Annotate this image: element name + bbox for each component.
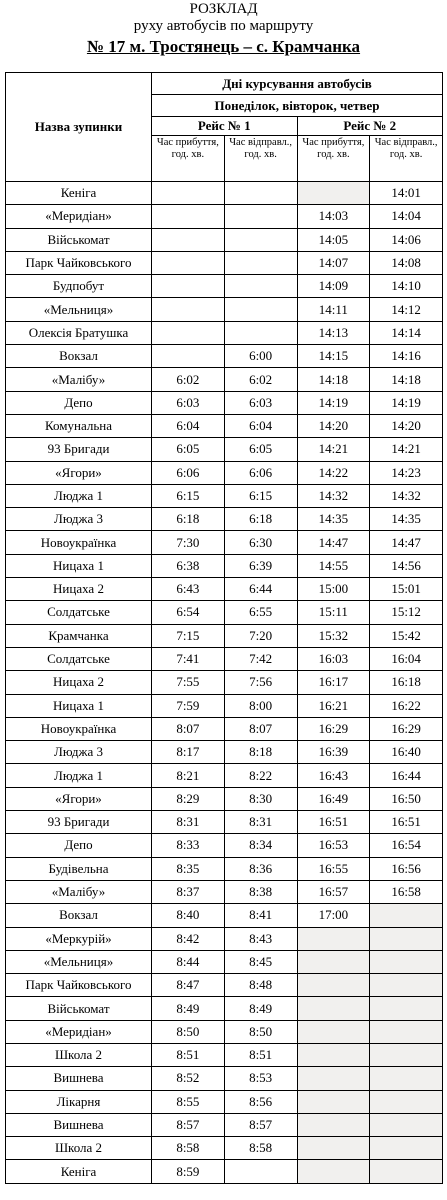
trip1-arrival-cell: 7:15 (152, 624, 225, 647)
stop-name-cell: Лікарня (6, 1090, 152, 1113)
trip1-arrival-cell (152, 275, 225, 298)
table-row (6, 1067, 443, 1090)
trip2-departure-cell: 14:01 (370, 182, 443, 205)
trip2-departure-cell (370, 997, 443, 1020)
stop-name-cell: Будпобут (6, 275, 152, 298)
trip1-departure-cell: 6:18 (224, 508, 297, 531)
doc-subtitle: руху автобусів по маршруту (133, 18, 314, 34)
table-row (6, 671, 443, 694)
trip1-departure-cell (224, 1160, 297, 1183)
trip2-arrival-cell: 16:57 (297, 880, 370, 903)
trip2-arrival-cell: 14:18 (297, 368, 370, 391)
trip2-arrival-cell (297, 1020, 370, 1043)
stop-name-cell: Вишнева (6, 1113, 152, 1136)
trip2-departure-cell (370, 950, 443, 973)
trip2-arrival-cell: 16:49 (297, 787, 370, 810)
table-row (6, 1160, 443, 1183)
table-row (6, 904, 443, 927)
trip2-departure-cell: 16:40 (370, 741, 443, 764)
table-row (6, 205, 443, 228)
trip2-arrival-cell: 16:17 (297, 671, 370, 694)
trip1-arrival-cell (152, 345, 225, 368)
trip2-arrival-cell (297, 974, 370, 997)
stop-name-cell: Ницаха 2 (6, 671, 152, 694)
trip1-departure-cell: 8:07 (224, 717, 297, 740)
trip1-arrival-cell: 8:49 (152, 997, 225, 1020)
trip2-departure-cell: 16:56 (370, 857, 443, 880)
trip2-arrival-cell: 14:21 (297, 438, 370, 461)
stop-name-cell: Депо (6, 391, 152, 414)
trip1-departure-cell: 6:06 (224, 461, 297, 484)
trip2-arrival-cell: 15:00 (297, 578, 370, 601)
trip1-arrival-cell: 7:30 (152, 531, 225, 554)
trip2-arrival-cell (297, 927, 370, 950)
trip1-departure-cell: 6:00 (224, 345, 297, 368)
trip2-arrival-cell: 16:29 (297, 717, 370, 740)
stop-name-cell: Люджа 3 (6, 508, 152, 531)
trip1-departure-cell: 7:56 (224, 671, 297, 694)
trip1-departure-cell: 8:49 (224, 997, 297, 1020)
trip1-departure-cell (224, 321, 297, 344)
trip2-arrival-cell: 14:03 (297, 205, 370, 228)
trip2-departure-cell: 14:10 (370, 275, 443, 298)
trip1-arrival-cell: 6:54 (152, 601, 225, 624)
table-row (6, 601, 443, 624)
trip1-arrival-cell: 6:18 (152, 508, 225, 531)
stop-column-header: Назва зупинки (6, 73, 152, 182)
stop-name-cell: Олексія Братушка (6, 321, 152, 344)
document-header (0, 0, 447, 58)
trip2-departure-cell: 14:08 (370, 251, 443, 274)
stop-name-cell: Новоукраїнка (6, 717, 152, 740)
table-row (6, 624, 443, 647)
stop-name-cell: Солдатське (6, 601, 152, 624)
table-row (6, 298, 443, 321)
trip1-arrival-cell: 7:59 (152, 694, 225, 717)
trip1-arrival-cell: 8:44 (152, 950, 225, 973)
trip1-arrival-cell: 8:42 (152, 927, 225, 950)
trip1-arrival-cell: 6:03 (152, 391, 225, 414)
trip2-arrival-cell: 16:39 (297, 741, 370, 764)
stop-name-cell: «Ягори» (6, 461, 152, 484)
trip2-arrival-cell: 14:35 (297, 508, 370, 531)
trip1-departure-cell: 8:38 (224, 880, 297, 903)
stop-name-cell: «Меркурій» (6, 927, 152, 950)
trip1-arrival-cell: 6:04 (152, 414, 225, 437)
trip1-departure-cell (224, 182, 297, 205)
trip2-departure-cell: 16:04 (370, 647, 443, 670)
trip2-departure-cell (370, 1067, 443, 1090)
trip2-departure-cell: 16:18 (370, 671, 443, 694)
trip2-arrival-cell (297, 1160, 370, 1183)
trip1-departure-cell: 6:39 (224, 554, 297, 577)
trip1-arrival-cell: 6:38 (152, 554, 225, 577)
trip2-departure-cell: 14:21 (370, 438, 443, 461)
trip1-arrival-cell (152, 251, 225, 274)
stop-name-cell: Парк Чайковського (6, 251, 152, 274)
stop-name-cell: Військомат (6, 228, 152, 251)
trip2-departure-cell: 14:14 (370, 321, 443, 344)
trip2-arrival-cell (297, 950, 370, 973)
trip1-arrival-cell: 8:57 (152, 1113, 225, 1136)
stop-name-cell: 93 Бригади (6, 811, 152, 834)
trip1-arrival-cell (152, 298, 225, 321)
trip1-arrival-cell: 8:07 (152, 717, 225, 740)
trip2-departure-cell (370, 1090, 443, 1113)
table-row (6, 228, 443, 251)
table-row (6, 647, 443, 670)
stop-name-cell: Люджа 1 (6, 484, 152, 507)
stop-name-cell: Кеніга (6, 1160, 152, 1183)
trip2-departure-cell (370, 1137, 443, 1160)
table-row (6, 997, 443, 1020)
table-row (6, 717, 443, 740)
trip2-arrival-cell: 14:32 (297, 484, 370, 507)
trip1-arrival-cell: 8:55 (152, 1090, 225, 1113)
trip1-arrival-cell: 8:47 (152, 974, 225, 997)
stop-name-cell: «Мельниця» (6, 298, 152, 321)
stop-name-cell: Парк Чайковського (6, 974, 152, 997)
stop-name-cell: Люджа 1 (6, 764, 152, 787)
trip1-departure-cell: 6:44 (224, 578, 297, 601)
stop-name-cell: Крамчанка (6, 624, 152, 647)
stop-name-cell: Люджа 3 (6, 741, 152, 764)
trip2-arrival-cell: 14:55 (297, 554, 370, 577)
trip2-departure-cell: 16:54 (370, 834, 443, 857)
trip1-arrival-cell: 6:43 (152, 578, 225, 601)
table-row (6, 508, 443, 531)
trip1-departure-cell: 8:41 (224, 904, 297, 927)
trip1-departure-cell: 8:50 (224, 1020, 297, 1043)
table-row (6, 578, 443, 601)
trip2-header: Рейс № 2 (297, 117, 443, 136)
trip2-arrival-cell: 16:43 (297, 764, 370, 787)
stop-name-cell: «Малібу» (6, 368, 152, 391)
trip2-arrival-cell: 14:15 (297, 345, 370, 368)
trip2-departure-cell: 14:56 (370, 554, 443, 577)
stop-name-cell: Новоукраїнка (6, 531, 152, 554)
trip2-departure-cell: 15:42 (370, 624, 443, 647)
trip2-arrival-header: Час прибуття, год. хв. (297, 136, 370, 182)
stop-name-cell: 93 Бригади (6, 438, 152, 461)
trip1-arrival-cell: 8:40 (152, 904, 225, 927)
trip2-arrival-cell: 16:03 (297, 647, 370, 670)
trip1-departure-cell: 8:31 (224, 811, 297, 834)
table-row (6, 811, 443, 834)
trip1-departure-cell: 8:34 (224, 834, 297, 857)
trip2-departure-cell: 14:12 (370, 298, 443, 321)
trip1-arrival-cell (152, 228, 225, 251)
trip2-departure-cell: 14:06 (370, 228, 443, 251)
stop-name-cell: Ницаха 2 (6, 578, 152, 601)
doc-title: РОЗКЛАД (189, 1, 258, 17)
trip2-departure-cell: 14:20 (370, 414, 443, 437)
table-row (6, 484, 443, 507)
stop-name-cell: Вокзал (6, 904, 152, 927)
trip1-arrival-cell: 8:50 (152, 1020, 225, 1043)
stop-name-cell: «Ягори» (6, 787, 152, 810)
stop-name-cell: «Меридіан» (6, 1020, 152, 1043)
trip1-arrival-cell: 6:05 (152, 438, 225, 461)
days-header: Дні курсування автобусів (152, 73, 443, 95)
schedule-table (5, 72, 443, 1184)
trip1-arrival-cell (152, 205, 225, 228)
trip2-arrival-cell: 16:21 (297, 694, 370, 717)
table-row (6, 1113, 443, 1136)
trip2-arrival-cell: 16:53 (297, 834, 370, 857)
trip1-departure-cell: 6:04 (224, 414, 297, 437)
trip2-arrival-cell (297, 1067, 370, 1090)
stop-name-cell: Кеніга (6, 182, 152, 205)
trip1-departure-cell: 8:56 (224, 1090, 297, 1113)
route-title: № 17 м. Тростянець – с. Крамчанка (86, 37, 361, 56)
trip1-arrival-cell: 8:52 (152, 1067, 225, 1090)
trip1-departure-cell: 8:53 (224, 1067, 297, 1090)
table-row (6, 787, 443, 810)
trip2-departure-cell (370, 1113, 443, 1136)
table-row (6, 950, 443, 973)
trip1-departure-header: Час відправл., год. хв. (224, 136, 297, 182)
table-row (6, 764, 443, 787)
trip1-arrival-cell: 7:41 (152, 647, 225, 670)
table-row (6, 857, 443, 880)
stop-name-cell: Вокзал (6, 345, 152, 368)
table-row (6, 1090, 443, 1113)
table-row (6, 461, 443, 484)
trip2-arrival-cell (297, 1043, 370, 1066)
trip1-departure-cell: 8:00 (224, 694, 297, 717)
trip2-arrival-cell: 17:00 (297, 904, 370, 927)
stop-name-cell: «Малібу» (6, 880, 152, 903)
table-row (6, 438, 443, 461)
trip2-departure-cell (370, 1043, 443, 1066)
trip1-departure-cell: 8:30 (224, 787, 297, 810)
trip1-arrival-cell: 7:55 (152, 671, 225, 694)
trip1-departure-cell: 7:42 (224, 647, 297, 670)
trip2-departure-cell: 14:47 (370, 531, 443, 554)
trip2-departure-cell: 15:01 (370, 578, 443, 601)
table-row (6, 368, 443, 391)
trip2-departure-cell: 14:32 (370, 484, 443, 507)
trip2-arrival-cell: 14:09 (297, 275, 370, 298)
trip2-departure-cell: 15:12 (370, 601, 443, 624)
table-row (6, 391, 443, 414)
trip1-arrival-header: Час прибуття, год. хв. (152, 136, 225, 182)
trip1-departure-cell: 8:51 (224, 1043, 297, 1066)
trip2-departure-cell: 14:19 (370, 391, 443, 414)
trip2-departure-cell (370, 927, 443, 950)
trip1-arrival-cell (152, 321, 225, 344)
trip2-departure-cell: 14:23 (370, 461, 443, 484)
stop-name-cell: «Мельниця» (6, 950, 152, 973)
table-row (6, 974, 443, 997)
table-row (6, 694, 443, 717)
trip1-departure-cell (224, 228, 297, 251)
trip2-departure-cell: 16:44 (370, 764, 443, 787)
trip1-departure-cell: 8:18 (224, 741, 297, 764)
table-row (6, 834, 443, 857)
trip1-departure-cell: 6:15 (224, 484, 297, 507)
trip2-departure-cell (370, 1160, 443, 1183)
trip2-departure-cell: 14:16 (370, 345, 443, 368)
stop-name-cell: Школа 2 (6, 1137, 152, 1160)
trip1-departure-cell: 6:03 (224, 391, 297, 414)
trip2-arrival-cell: 14:13 (297, 321, 370, 344)
trip1-arrival-cell: 8:31 (152, 811, 225, 834)
table-row (6, 741, 443, 764)
table-row (6, 182, 443, 205)
trip2-departure-cell: 16:22 (370, 694, 443, 717)
trip2-arrival-cell: 14:05 (297, 228, 370, 251)
stop-name-cell: Школа 2 (6, 1043, 152, 1066)
trip1-arrival-cell: 8:33 (152, 834, 225, 857)
trip2-arrival-cell (297, 1113, 370, 1136)
table-row (6, 531, 443, 554)
trip2-arrival-cell: 16:55 (297, 857, 370, 880)
stop-name-cell: Ницаха 1 (6, 694, 152, 717)
trip2-departure-cell: 14:35 (370, 508, 443, 531)
trip2-departure-cell (370, 904, 443, 927)
trip1-arrival-cell (152, 182, 225, 205)
table-row (6, 275, 443, 298)
trip1-departure-cell: 8:22 (224, 764, 297, 787)
stop-name-cell: Ницаха 1 (6, 554, 152, 577)
trip1-header: Рейс № 1 (152, 117, 298, 136)
trip1-arrival-cell: 8:59 (152, 1160, 225, 1183)
table-row (6, 1137, 443, 1160)
table-row (6, 414, 443, 437)
trip1-departure-cell: 6:02 (224, 368, 297, 391)
trip2-arrival-cell: 14:20 (297, 414, 370, 437)
trip2-arrival-cell (297, 997, 370, 1020)
trip1-departure-cell: 8:57 (224, 1113, 297, 1136)
stop-name-cell: Військомат (6, 997, 152, 1020)
trip2-arrival-cell: 15:11 (297, 601, 370, 624)
trip2-departure-cell (370, 1020, 443, 1043)
trip1-arrival-cell: 6:02 (152, 368, 225, 391)
trip1-departure-cell: 6:30 (224, 531, 297, 554)
trip2-arrival-cell (297, 1090, 370, 1113)
table-row (6, 554, 443, 577)
trip1-departure-cell (224, 205, 297, 228)
stop-name-cell: Будівельна (6, 857, 152, 880)
trip2-departure-cell (370, 974, 443, 997)
trip2-arrival-cell (297, 1137, 370, 1160)
stop-name-cell: «Меридіан» (6, 205, 152, 228)
trip1-departure-cell: 8:48 (224, 974, 297, 997)
trip1-departure-cell: 8:58 (224, 1137, 297, 1160)
trip1-departure-cell: 8:45 (224, 950, 297, 973)
trip2-departure-cell: 16:29 (370, 717, 443, 740)
table-row (6, 251, 443, 274)
trip1-arrival-cell: 8:35 (152, 857, 225, 880)
trip1-arrival-cell: 8:29 (152, 787, 225, 810)
trip2-arrival-cell: 15:32 (297, 624, 370, 647)
trip2-departure-cell: 14:04 (370, 205, 443, 228)
trip2-departure-cell: 16:58 (370, 880, 443, 903)
table-row (6, 1020, 443, 1043)
table-row (6, 927, 443, 950)
trip1-arrival-cell: 8:17 (152, 741, 225, 764)
trip1-departure-cell: 8:43 (224, 927, 297, 950)
trip2-arrival-cell: 14:19 (297, 391, 370, 414)
table-row (6, 1043, 443, 1066)
trip1-departure-cell (224, 275, 297, 298)
trip2-departure-cell: 16:51 (370, 811, 443, 834)
stop-name-cell: Комунальна (6, 414, 152, 437)
trip2-arrival-cell: 14:47 (297, 531, 370, 554)
trip1-arrival-cell: 6:06 (152, 461, 225, 484)
trip2-arrival-cell (297, 182, 370, 205)
table-row (6, 345, 443, 368)
trip2-departure-header: Час відправл., год. хв. (370, 136, 443, 182)
trip2-arrival-cell: 14:22 (297, 461, 370, 484)
trip1-departure-cell: 6:05 (224, 438, 297, 461)
trip2-departure-cell: 14:18 (370, 368, 443, 391)
trip1-departure-cell (224, 298, 297, 321)
days-value: Понеділок, вівторок, четвер (152, 95, 443, 117)
trip1-departure-cell (224, 251, 297, 274)
stop-name-cell: Вишнева (6, 1067, 152, 1090)
schedule-body (6, 182, 443, 1184)
trip2-departure-cell: 16:50 (370, 787, 443, 810)
trip1-departure-cell: 8:36 (224, 857, 297, 880)
trip1-arrival-cell: 6:15 (152, 484, 225, 507)
trip1-departure-cell: 6:55 (224, 601, 297, 624)
trip1-arrival-cell: 8:51 (152, 1043, 225, 1066)
table-row (6, 321, 443, 344)
trip1-arrival-cell: 8:21 (152, 764, 225, 787)
table-row (6, 880, 443, 903)
trip2-arrival-cell: 16:51 (297, 811, 370, 834)
stop-name-cell: Депо (6, 834, 152, 857)
trip1-departure-cell: 7:20 (224, 624, 297, 647)
trip2-arrival-cell: 14:07 (297, 251, 370, 274)
trip1-arrival-cell: 8:37 (152, 880, 225, 903)
stop-name-cell: Солдатське (6, 647, 152, 670)
trip2-arrival-cell: 14:11 (297, 298, 370, 321)
trip1-arrival-cell: 8:58 (152, 1137, 225, 1160)
